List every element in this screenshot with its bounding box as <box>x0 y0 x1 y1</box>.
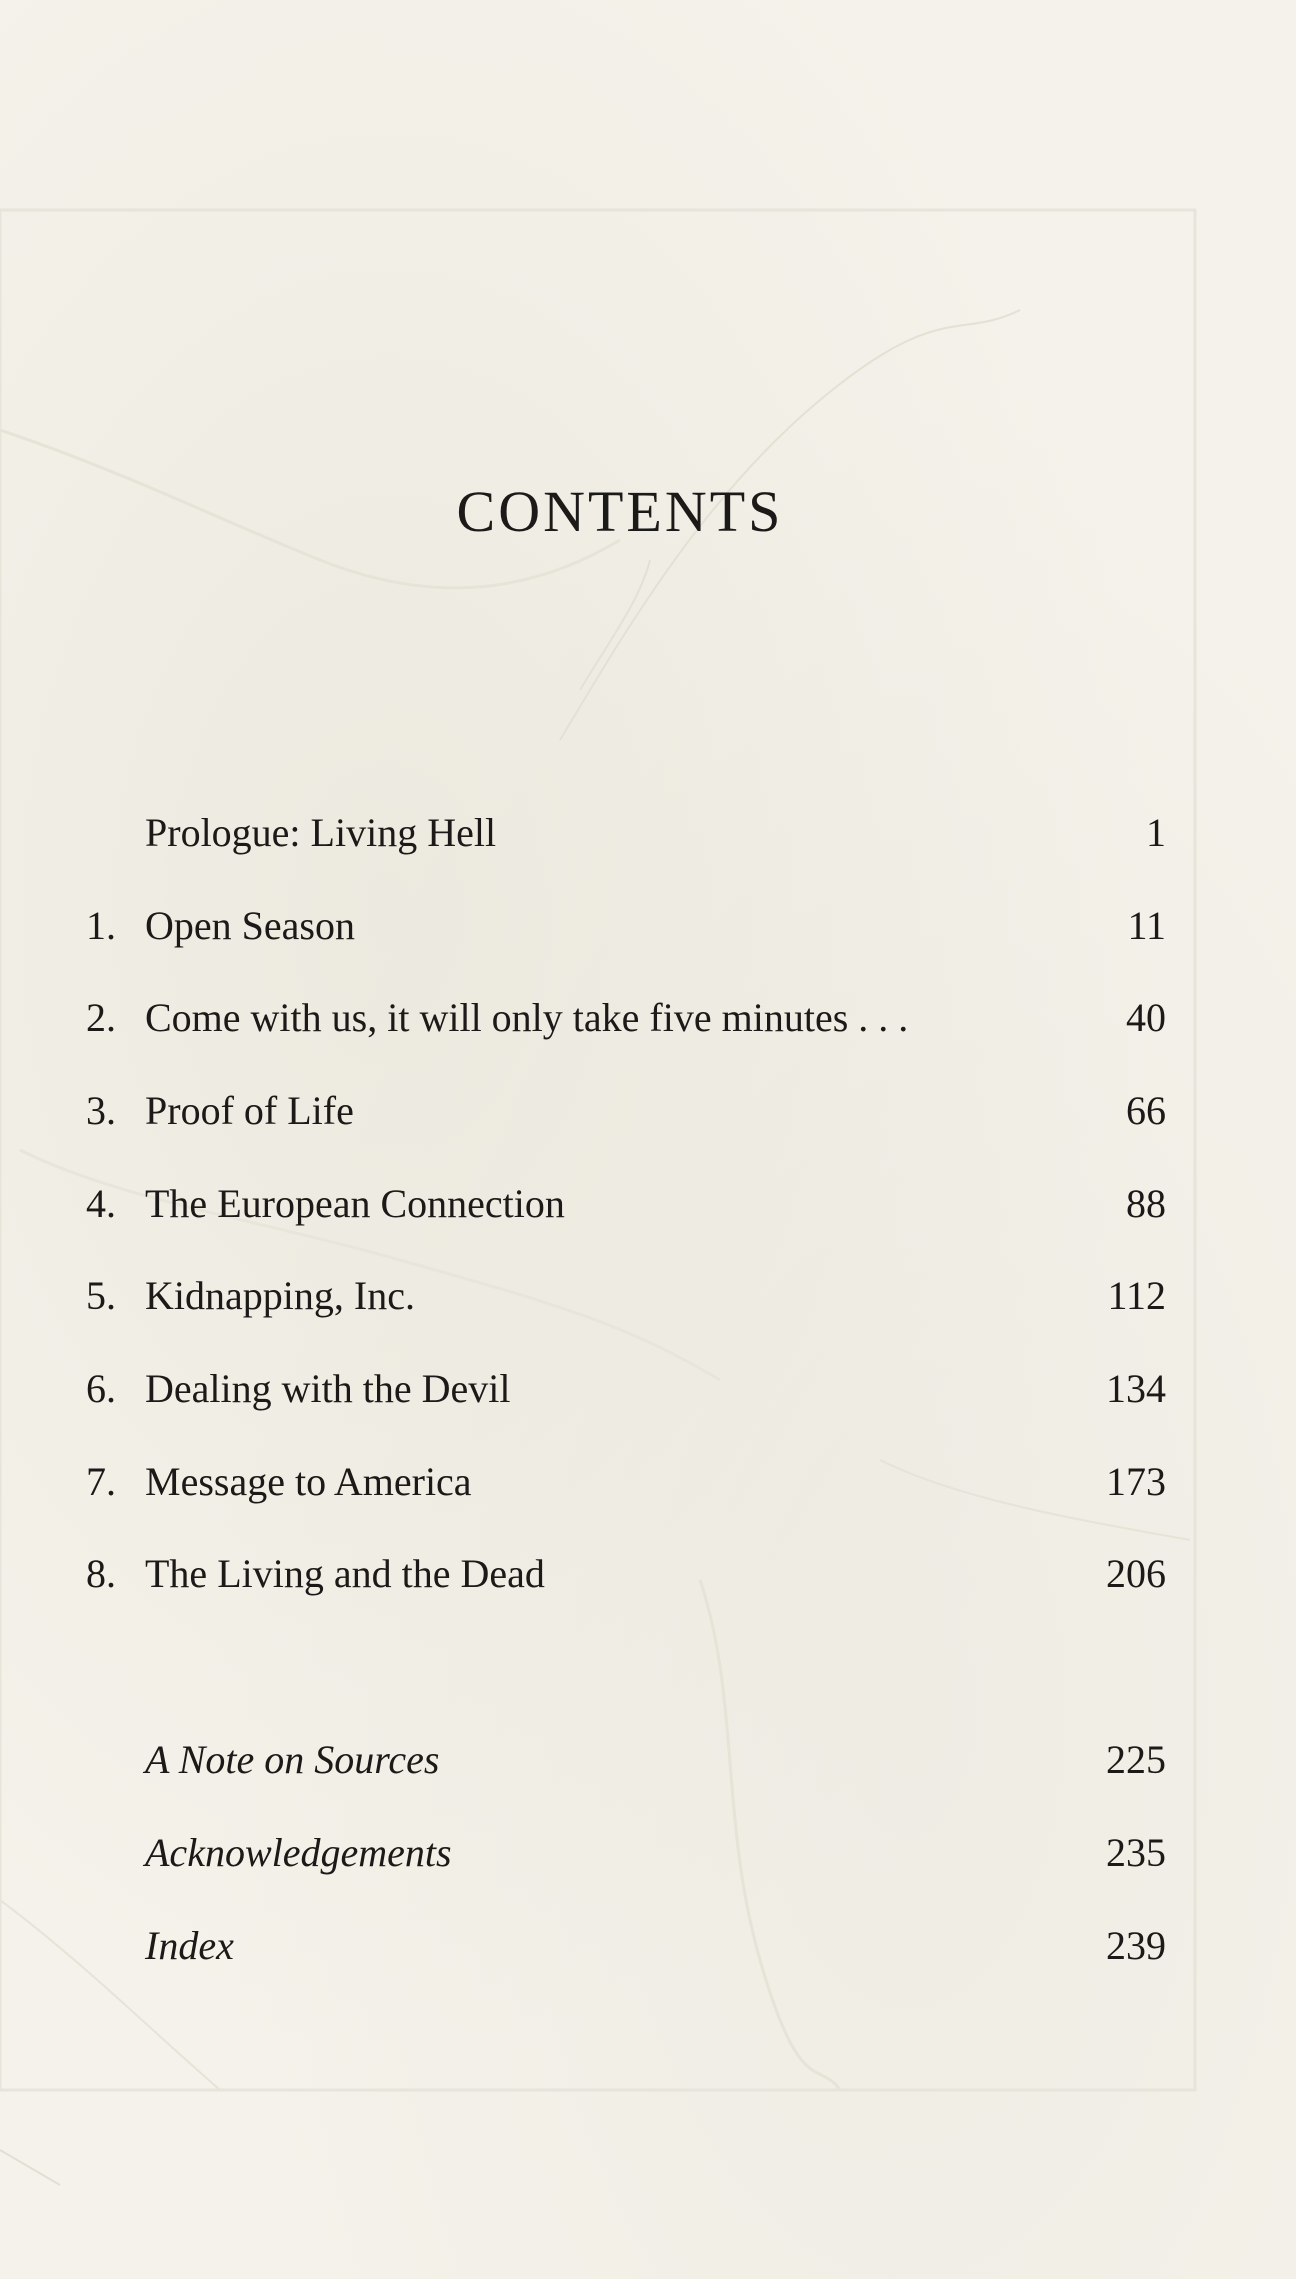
entry-page-number: 235 <box>1106 1830 1166 1875</box>
entry-title: Message to America <box>145 1459 472 1504</box>
toc-entry-chapter-4 <box>0 1169 1296 1239</box>
entry-title: A Note on Sources <box>145 1737 440 1782</box>
entry-title: Open Season <box>145 903 355 948</box>
entry-number: 5. <box>86 1273 116 1318</box>
entry-title: Kidnapping, Inc. <box>145 1273 415 1318</box>
entry-title: Dealing with the Devil <box>145 1366 511 1411</box>
toc-entry-index <box>0 1911 1296 1981</box>
entry-title: Come with us, it will only take five minutes . . . <box>145 995 909 1040</box>
entry-title: The European Connection <box>145 1181 565 1226</box>
entry-number: 2. <box>86 995 116 1040</box>
entry-page-number: 88 <box>1126 1181 1166 1226</box>
page-title: CONTENTS <box>456 479 784 544</box>
toc-entry-chapter-1 <box>0 891 1296 961</box>
entry-title: Prologue: Living Hell <box>145 810 497 855</box>
toc-entry-chapter-2 <box>0 983 1296 1053</box>
entry-page-number: 11 <box>1127 903 1166 948</box>
toc-entry-acknowledgements <box>0 1818 1296 1888</box>
entry-page-number: 239 <box>1106 1923 1166 1968</box>
toc-entry-chapter-7 <box>0 1447 1296 1517</box>
entry-page-number: 206 <box>1106 1551 1166 1596</box>
entry-title: Proof of Life <box>145 1088 354 1133</box>
entry-number: 8. <box>86 1551 116 1596</box>
entry-page-number: 173 <box>1106 1459 1166 1504</box>
toc-entry-note-on-sources <box>0 1725 1296 1795</box>
entry-title: Acknowledgements <box>145 1830 452 1875</box>
entry-page-number: 1 <box>1146 810 1166 855</box>
entry-number: 4. <box>86 1181 116 1226</box>
entry-title: The Living and the Dead <box>145 1551 545 1596</box>
entry-page-number: 225 <box>1106 1737 1166 1782</box>
entry-page-number: 66 <box>1126 1088 1166 1133</box>
entry-number: 1. <box>86 903 116 948</box>
toc-entry-chapter-5 <box>0 1261 1296 1331</box>
toc-entry-prologue <box>0 798 1296 868</box>
entry-title: Index <box>145 1923 234 1968</box>
entry-number: 3. <box>86 1088 116 1133</box>
entry-number: 6. <box>86 1366 116 1411</box>
entry-page-number: 134 <box>1106 1366 1166 1411</box>
toc-entry-chapter-6 <box>0 1354 1296 1424</box>
entry-page-number: 40 <box>1126 995 1166 1040</box>
entry-page-number: 112 <box>1107 1273 1166 1318</box>
toc-entry-chapter-3 <box>0 1076 1296 1146</box>
toc-entry-chapter-8 <box>0 1539 1296 1609</box>
entry-number: 7. <box>86 1459 116 1504</box>
